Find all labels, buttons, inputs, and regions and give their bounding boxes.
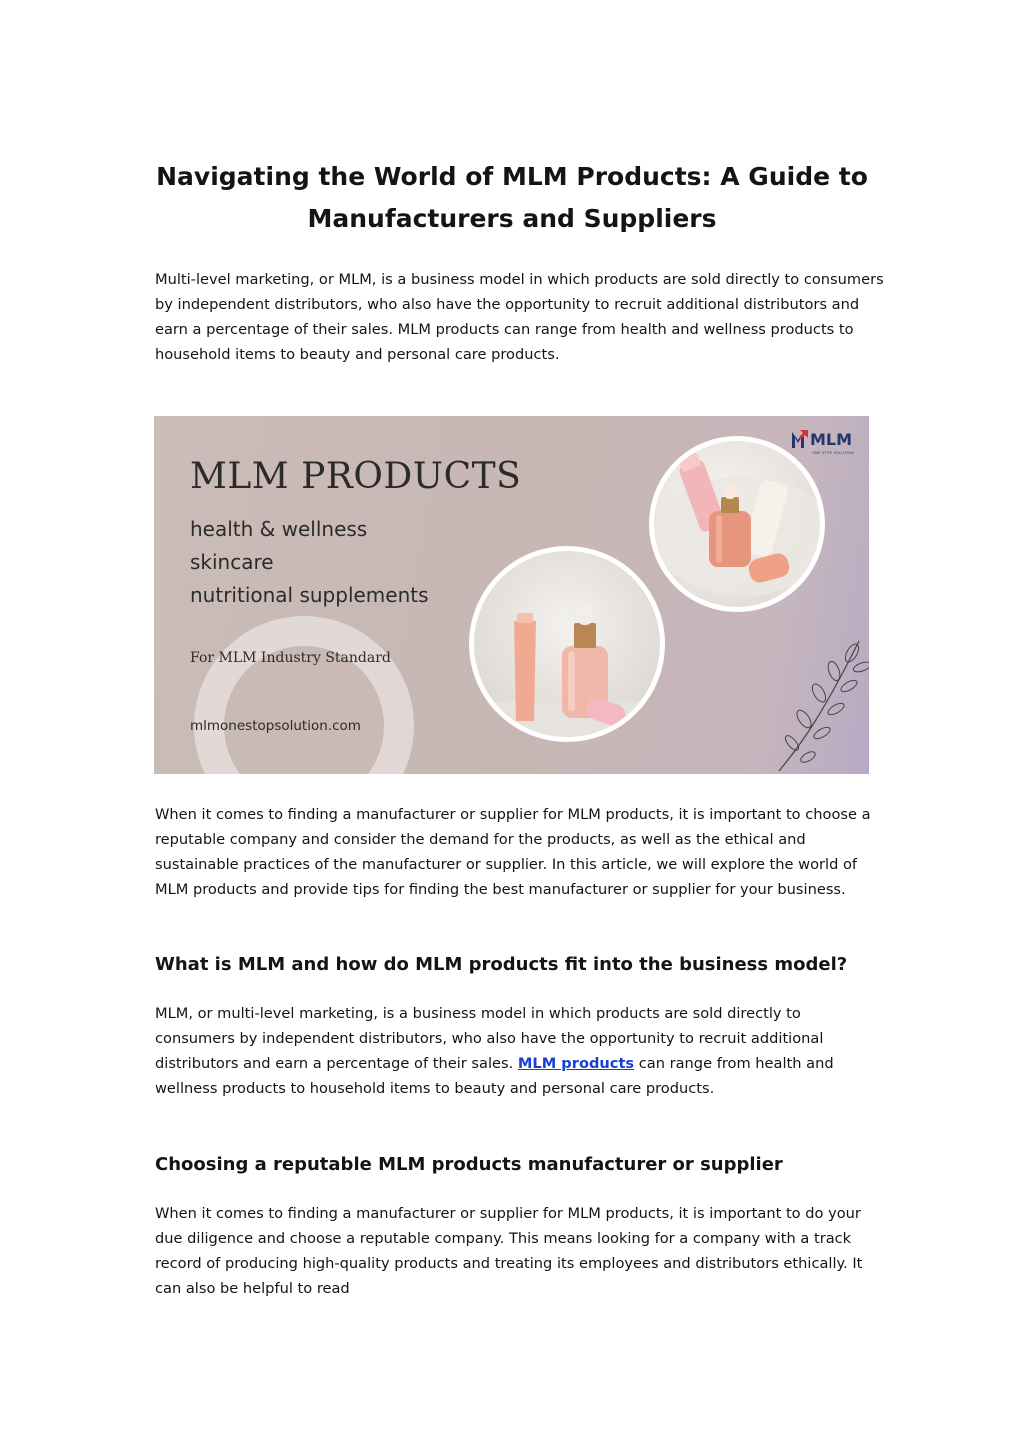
- product-photo-top: [649, 436, 825, 612]
- product-photo-bottom: [469, 546, 665, 742]
- logo-text: MLM: [810, 430, 853, 449]
- page-title: Navigating the World of MLM Products: A Guide to Manufacturers and Suppliers: [156, 162, 868, 233]
- banner-standard-text: For MLM Industry Standard: [190, 650, 391, 666]
- mlm-logo: [790, 426, 865, 462]
- paragraph-text: can range from health and wellness products to household items to beauty and personal care products.: [155, 1055, 834, 1097]
- mlm-logo-icon: [790, 428, 810, 450]
- section-paragraph: [155, 1001, 885, 1101]
- cosmetics-photo: [654, 441, 820, 607]
- body-paragraph: When it comes to finding a manufacturer or supplier for MLM products, it is important to choose a reputable company and consider the demand for the products, as well as the ethical and sustainable practices of the manufacturer or supplier. In this article, we will explore the world of MLM products and provide tips for finding the best manufacturer or supplier for your business.: [155, 806, 871, 898]
- intro-paragraph: Multi-level marketing, or MLM, is a business model in which products are sold directly to consumers by independent distributors, who also have the opportunity to recruit additional distributors and earn a percentage of their sales. MLM products can range from health and wellness products to household items to beauty and personal care products.: [155, 271, 884, 363]
- banner-website: mlmonestopsolution.com: [190, 718, 361, 734]
- banner-category: nutritional supplements: [190, 583, 429, 607]
- banner-category-list: [190, 513, 429, 612]
- paragraph-text: MLM, or multi-level marketing, is a business model in which products are sold directly to consumers by independent distributors, who also have the opportunity to recruit additional distributors and earn a percentage of their sales.: [155, 1005, 824, 1072]
- section-heading: What is MLM and how do MLM products fit into the business model?: [155, 954, 848, 975]
- section-paragraph: When it comes to finding a manufacturer or supplier for MLM products, it is important to do your due diligence and choose a reputable company. This means looking for a company with a track record of producing high-quality products and treating its employees and distributors ethically. It can also be helpful to read: [155, 1205, 863, 1297]
- logo-subtitle: ONE STOP SOLUTION: [812, 451, 854, 455]
- banner-category: skincare: [190, 550, 274, 574]
- banner-category: health & wellness: [190, 517, 368, 541]
- mlm-products-link[interactable]: MLM products: [517, 1055, 635, 1072]
- leaf-branch-icon: [774, 631, 869, 774]
- banner-heading: MLM PRODUCTS: [190, 456, 522, 497]
- mlm-products-banner: [154, 416, 869, 774]
- section-heading: Choosing a reputable MLM products manufacturer or supplier: [155, 1154, 783, 1175]
- serum-and-tube-photo: [474, 551, 660, 737]
